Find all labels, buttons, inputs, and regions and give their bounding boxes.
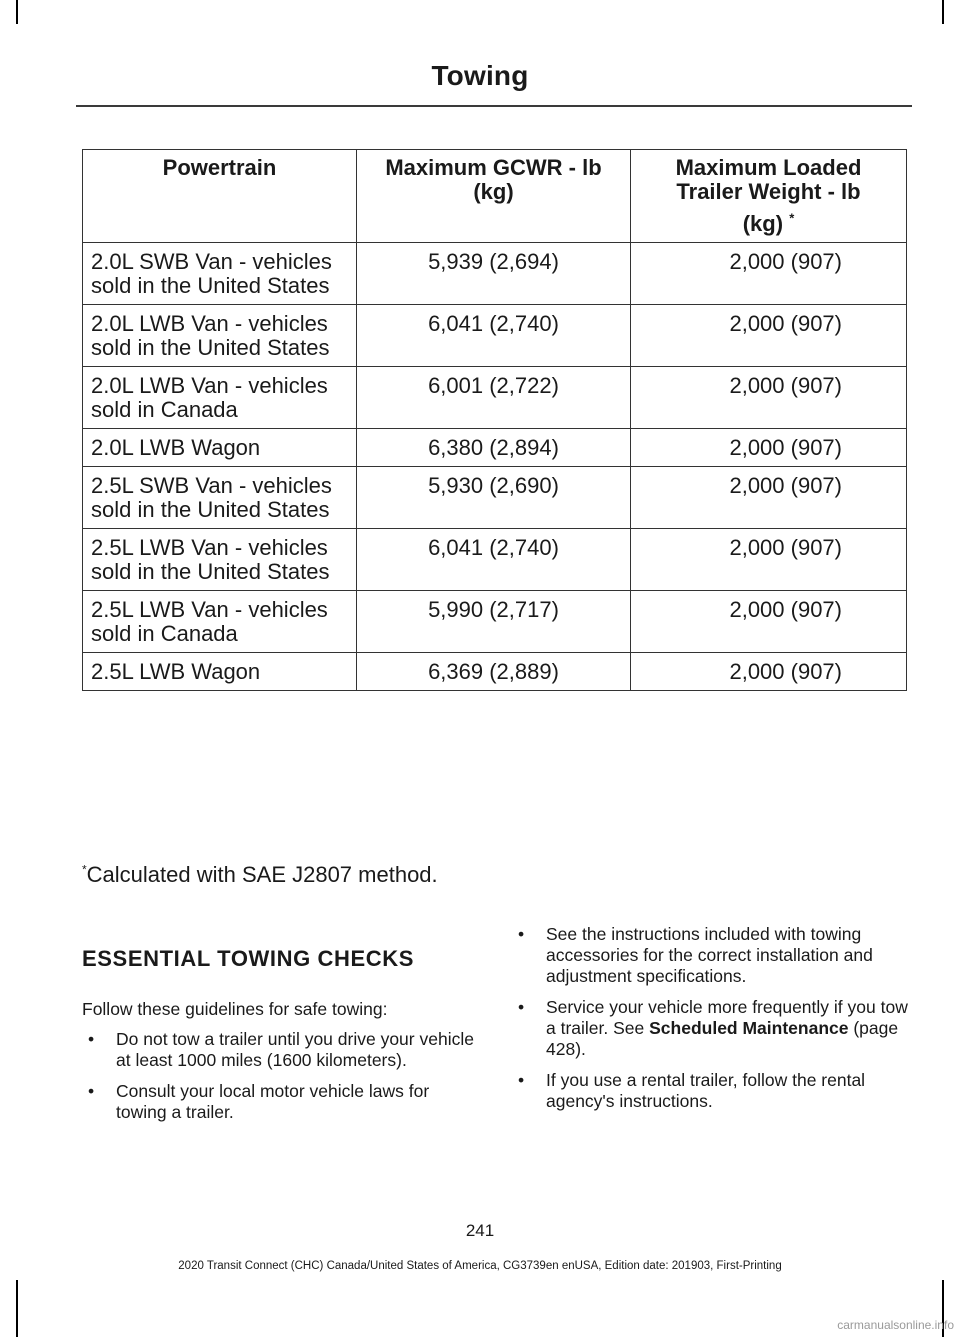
page-title: Towing bbox=[431, 60, 529, 91]
header-trailer-footnote-marker: * bbox=[789, 210, 795, 226]
header-trailer-line2: Trailer Weight - lb bbox=[676, 179, 861, 204]
cell-max-gcwr: 6,380 (2,894) bbox=[357, 429, 631, 467]
cell-max-gcwr: 6,001 (2,722) bbox=[357, 367, 631, 429]
bullet-text: If you use a rental trailer, follow the rental agency's instructions. bbox=[546, 1070, 866, 1111]
bullet-text-pre: Service your vehicle more frequently if you tow a trailer. See bbox=[546, 997, 908, 1038]
list-item bbox=[512, 997, 910, 1060]
table-row bbox=[83, 529, 907, 591]
publication-info: 2020 Transit Connect (CHC) Canada/United States of America, CG3739en enUSA, Edition date: 201903, First-Printing bbox=[178, 1260, 782, 1272]
bullet-glyph: • bbox=[518, 997, 525, 1017]
cell-max-trailer-weight: 2,000 (907) bbox=[631, 467, 907, 529]
cell-powertrain: 2.0L LWB Van - vehicles sold in the United States bbox=[83, 305, 357, 367]
cell-max-gcwr: 6,041 (2,740) bbox=[357, 305, 631, 367]
bullet-glyph: • bbox=[88, 1029, 95, 1049]
header-trailer-line3-wrap bbox=[639, 212, 898, 236]
crop-mark-top-right bbox=[942, 0, 944, 24]
crop-mark-top-left bbox=[16, 0, 18, 24]
cell-max-gcwr: 6,041 (2,740) bbox=[357, 529, 631, 591]
left-bullet-list bbox=[82, 1029, 480, 1123]
cell-max-trailer-weight: 2,000 (907) bbox=[631, 243, 907, 305]
table-row bbox=[83, 429, 907, 467]
page-number: 241 bbox=[465, 1221, 495, 1240]
bullet-glyph: • bbox=[518, 1070, 525, 1090]
table-row bbox=[83, 591, 907, 653]
bullet-text: Do not tow a trailer until you drive your vehicle at least 1000 miles (1600 kilometers). bbox=[116, 1029, 474, 1070]
table-row bbox=[83, 653, 907, 691]
header-max-gcwr bbox=[357, 150, 631, 243]
header-trailer-line3: (kg) bbox=[742, 211, 784, 236]
cell-powertrain: 2.5L SWB Van - vehicles sold in the United States bbox=[83, 467, 357, 529]
list-item bbox=[512, 1070, 910, 1112]
bullet-glyph: • bbox=[518, 924, 525, 944]
cell-max-trailer-weight: 2,000 (907) bbox=[631, 529, 907, 591]
header-max-gcwr-line2: (kg) bbox=[473, 179, 514, 204]
cell-powertrain: 2.0L LWB Wagon bbox=[83, 429, 357, 467]
bullet-text: See the instructions included with towing accessories for the correct installation and adjustment specifications. bbox=[546, 924, 873, 986]
list-item bbox=[82, 1081, 480, 1123]
cell-max-trailer-weight: 2,000 (907) bbox=[631, 653, 907, 691]
cell-max-gcwr: 5,930 (2,690) bbox=[357, 467, 631, 529]
footnote-marker: * bbox=[82, 862, 87, 877]
header-max-trailer-weight bbox=[631, 150, 907, 243]
right-column bbox=[512, 924, 910, 1122]
bullet-text-post: (page 428). bbox=[546, 1018, 899, 1059]
bullet-glyph: • bbox=[88, 1081, 95, 1101]
header-powertrain bbox=[83, 150, 357, 243]
section-heading: ESSENTIAL TOWING CHECKS bbox=[82, 946, 415, 971]
cell-max-gcwr: 5,990 (2,717) bbox=[357, 591, 631, 653]
watermark-text: carmanualsonline.info bbox=[837, 1318, 954, 1332]
header-divider bbox=[76, 105, 912, 107]
header-powertrain-label: Powertrain bbox=[162, 155, 277, 180]
towing-capacity-table bbox=[82, 149, 907, 691]
table-header-row bbox=[83, 150, 907, 243]
cell-powertrain: 2.5L LWB Wagon bbox=[83, 653, 357, 691]
table-footnote bbox=[82, 862, 438, 888]
cell-max-trailer-weight: 2,000 (907) bbox=[631, 429, 907, 467]
cell-max-trailer-weight: 2,000 (907) bbox=[631, 367, 907, 429]
scheduled-maintenance-link[interactable]: Scheduled Maintenance bbox=[649, 1018, 849, 1038]
right-bullet-list bbox=[512, 924, 910, 1112]
table-row bbox=[83, 467, 907, 529]
cell-max-trailer-weight: 2,000 (907) bbox=[631, 305, 907, 367]
cell-powertrain: 2.5L LWB Van - vehicles sold in the United States bbox=[83, 529, 357, 591]
left-column bbox=[82, 946, 480, 1133]
cell-powertrain: 2.0L SWB Van - vehicles sold in the United States bbox=[83, 243, 357, 305]
cell-max-gcwr: 6,369 (2,889) bbox=[357, 653, 631, 691]
header-trailer-line1: Maximum Loaded bbox=[675, 155, 862, 180]
bullet-text: Consult your local motor vehicle laws for towing a trailer. bbox=[116, 1081, 430, 1122]
cell-powertrain: 2.0L LWB Van - vehicles sold in Canada bbox=[83, 367, 357, 429]
table-row bbox=[83, 367, 907, 429]
footnote-text: Calculated with SAE J2807 method. bbox=[86, 862, 438, 887]
table-row bbox=[83, 243, 907, 305]
section-intro: Follow these guidelines for safe towing: bbox=[82, 999, 388, 1019]
list-item bbox=[512, 924, 910, 987]
list-item bbox=[82, 1029, 480, 1071]
cell-max-gcwr: 5,939 (2,694) bbox=[357, 243, 631, 305]
header-max-gcwr-line1: Maximum GCWR - lb bbox=[385, 155, 602, 180]
cell-max-trailer-weight: 2,000 (907) bbox=[631, 591, 907, 653]
table-row bbox=[83, 305, 907, 367]
crop-mark-bottom-left bbox=[16, 1280, 18, 1337]
cell-powertrain: 2.5L LWB Van - vehicles sold in Canada bbox=[83, 591, 357, 653]
